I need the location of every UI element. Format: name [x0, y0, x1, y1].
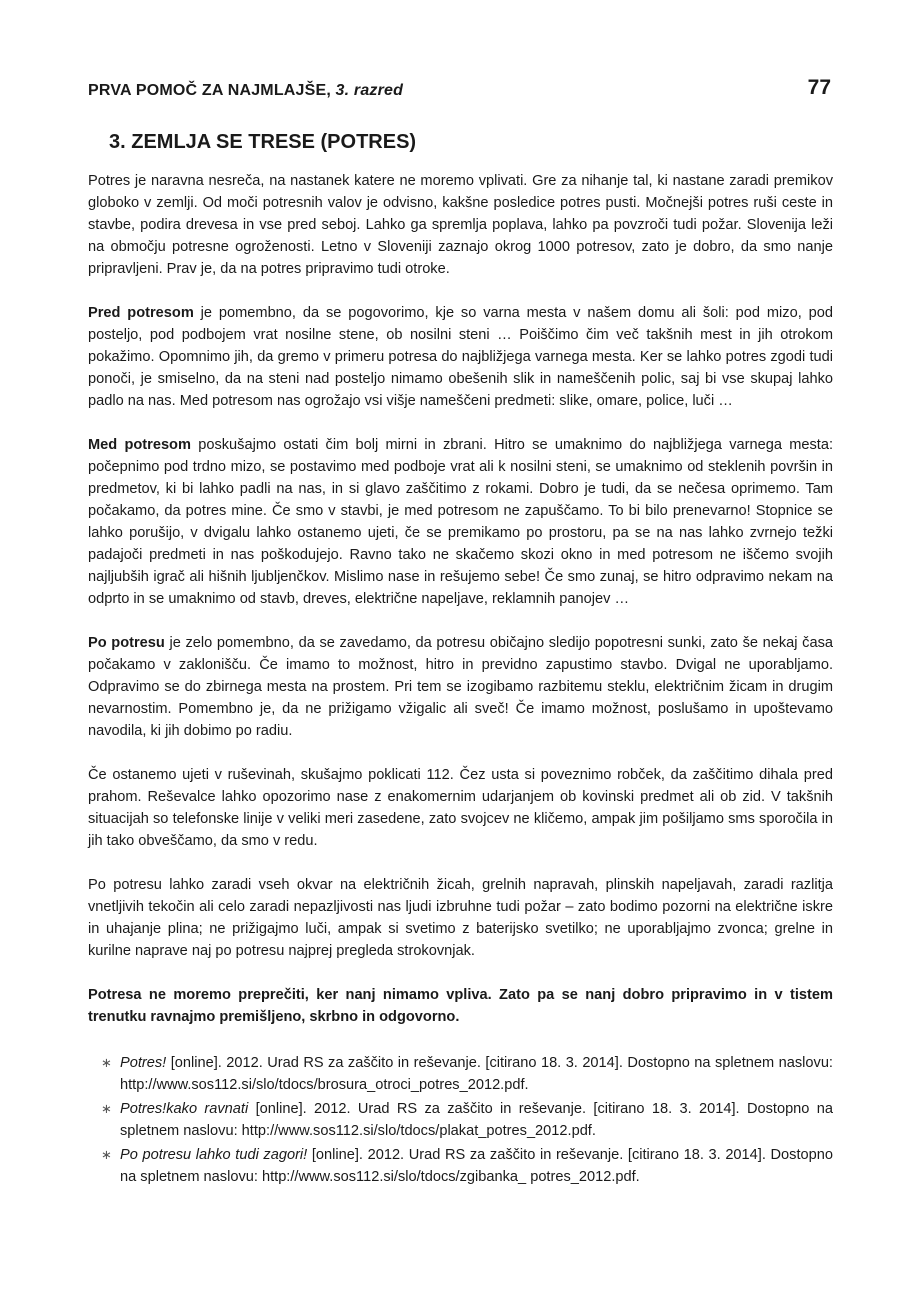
reference-title: Potres! — [120, 1055, 167, 1071]
reference-text: [online]. 2012. Urad RS za zaščito in reševanje. [citirano 18. 3. 2014]. Dostopno na spletnem naslovu: http://www.sos112.si/slo/tdocs/brosura_otroci_potres_2012.pdf. — [120, 1055, 833, 1093]
paragraph-fire: Po potresu lahko zaradi vseh okvar na električnih žicah, grelnih napravah, plinskih napeljavah, zaradi razlitja vnetljivih tekočin ali celo zaradi nepazljivosti nas ljudi izbruhne tudi požar – zato bodimo pozorni na električne iskre in uhajanje plina; ne prižigajmo luči, ampak si svetimo z baterijsko svetilko; ne uporabljajmo zvonca; grelne in kurilne naprave naj po potresu najprej pregleda strokovnjak. — [88, 877, 833, 959]
asterisk-bullet-icon: ∗ — [101, 1147, 112, 1162]
paragraph-after-earthquake — [88, 632, 833, 742]
reference-text: [online]. 2012. Urad RS za zaščito in reševanje. [citirano 18. 3. 2014]. Dostopno na spletnem naslovu: http://www.sos112.si/slo/tdocs/zgibanka_ potres_2012.pdf. — [120, 1147, 833, 1185]
reference-title: Po potresu lahko tudi zagori! — [120, 1147, 308, 1163]
header-grade: 3. razred — [335, 82, 404, 99]
lead-before: Pred potresom — [88, 305, 194, 321]
text-during: poskušajmo ostati čim bolj mirni in zbrani. Hitro se umaknimo do najbližjega varnega mesta: počepnimo pod trdno mizo, se postavimo med podboje vrat ali k nosilni steni, se umaknimo od steklenih površin in predmetov, ki bi lahko padli na nas, in si glavo zaščitimo z rokami. Dobro je tudi, da se nečesa oprimemo. Tam počakamo, da potres mine. Če smo v stavbi, je med potresom ne zapuščamo. To bi bilo prenevarno! Stopnice se lahko porušijo, v dvigalu lahko ostanemo ujeti, če se premikamo po prostoru, pa se na nas lahko zvrnejo težki padajoči predmeti in nas poškodujejo. Ravno tako ne skačemo skozi okno in med potresom ne iščemo svojih najljubših igrač ali hišnih ljubljenčkov. Mislimo nase in rešujemo sebe! Če smo zunaj, se hitro odpravimo nekam na odprto in se umaknimo od stavb, dreves, električne napeljave, reklamnih panojev … — [88, 437, 833, 607]
reference-list — [88, 1052, 833, 1188]
lead-after: Po potresu — [88, 635, 165, 651]
paragraph-before-earthquake — [88, 302, 833, 412]
section-heading: 3. ZEMLJA SE TRESE (POTRES) — [109, 131, 417, 153]
paragraph-trapped: Če ostanemo ujeti v ruševinah, skušajmo poklicati 112. Čez usta si poveznimo robček, da zaščitimo dihala pred prahom. Reševalce lahko opozorimo nase z enakomernim udarjanjem ob kovinski predmet ali ob zid. V takšnih situacijah so telefonske linije v veliki meri zasedene, zato svojcev ne kličemo, ampak jim pošiljamo sms sporočila in jih tako obveščamo, da smo v redu. — [88, 767, 833, 849]
reference-item — [88, 1098, 833, 1142]
asterisk-bullet-icon: ∗ — [101, 1055, 112, 1070]
reference-item — [88, 1052, 833, 1096]
header-title: PRVA POMOČ ZA NAJMLAJŠE, — [88, 82, 332, 99]
lead-during: Med potresom — [88, 437, 191, 453]
reference-item — [88, 1144, 833, 1188]
text-after: je zelo pomembno, da se zavedamo, da potresu običajno sledijo popotresni sunki, zato še nekaj časa počakamo v zaklonišču. Če imamo to možnost, hitro in previdno zapustimo stavbo. Dvigal ne uporabljamo. Odpravimo se do zbirnega mesta na prostem. Pri tem se izogibamo razbitemu steklu, električnim žicam in drugim nevarnostim. Pomembno je, da ne prižigamo vžigalic ali sveč! Če imamo možnost, poslušamo in upoštevamo navodila, ki jih dobimo po radiu. — [88, 635, 833, 739]
paragraph-intro: Potres je naravna nesreča, na nastanek katere ne moremo vplivati. Gre za nihanje tal, ki nastane zaradi premikov globoko v zemlji. Od moči potresnih valov je odvisno, kakšne posledice potres pusti. Močnejši potres ruši ceste in stavbe, podira drevesa in vse pred seboj. Lahko ga spremlja poplava, lahko pa povzroči tudi požar. Slovenija leži na območju potresne ogroženosti. Letno v Sloveniji zaznajo okrog 1000 potresov, zato je dobro, da smo nanje pripravljeni. Prav je, da na potres pripravimo tudi otroke. — [88, 173, 833, 277]
header-title-block — [88, 82, 403, 100]
running-header — [88, 76, 831, 100]
body-text — [88, 170, 833, 1190]
asterisk-bullet-icon: ∗ — [101, 1101, 112, 1116]
page-number: 77 — [807, 76, 831, 99]
paragraph-during-earthquake — [88, 434, 833, 610]
reference-title: Potres!kako ravnati — [120, 1101, 249, 1117]
reference-text: [online]. 2012. Urad RS za zaščito in reševanje. [citirano 18. 3. 2014]. Dostopno na spletnem naslovu: http://www.sos112.si/slo/tdocs/plakat_potres_2012.pdf. — [120, 1101, 833, 1139]
paragraph-closing: Potresa ne moremo preprečiti, ker nanj nimamo vpliva. Zato pa se nanj dobro pripravimo in v tistem trenutku ravnajmo premišljeno, skrbno in odgovorno. — [88, 987, 833, 1025]
text-before: je pomembno, da se pogovorimo, kje so varna mesta v našem domu ali šoli: pod mizo, pod posteljo, pod podbojem vrat nosilne stene, ob nosilni steni … Poiščimo čim več takšnih mest in jih otrokom pokažimo. Opomnimo jih, da gremo v primeru potresa do najbližjega varnega mesta. Ker se lahko potres zgodi tudi ponoči, je smiselno, da na steni nad posteljo nimamo obešenih slik in nameščenih polic, saj bi vse skupaj lahko padlo na nas. Med potresom nas ogrožajo vsi višje nameščeni predmeti: slike, omare, police, luči … — [88, 305, 833, 409]
